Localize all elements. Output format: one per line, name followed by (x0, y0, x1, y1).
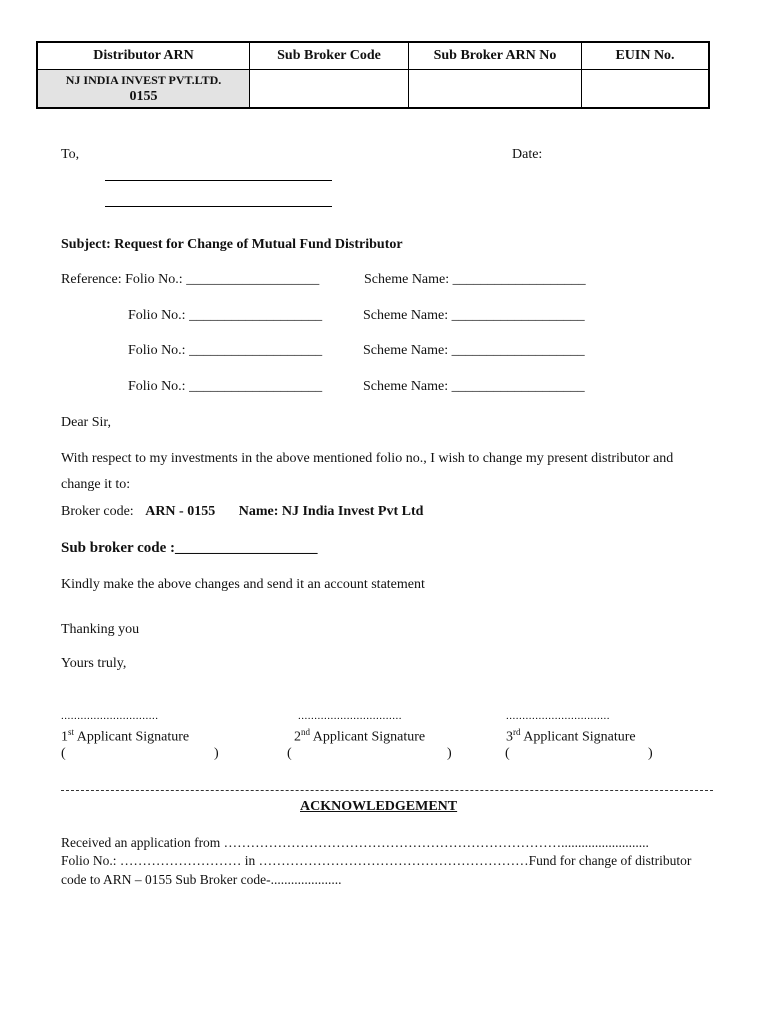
distributor-name: NJ INDIA INVEST PVT.LTD. (65, 72, 222, 87)
ordinal-suffix: nd (301, 727, 310, 737)
name-open-paren-1: ( (61, 746, 66, 761)
name-close-paren-1: ) (214, 746, 219, 761)
ack-line-3: code to ARN – 0155 Sub Broker code-..................... (61, 872, 342, 887)
distributor-code: 0155 (129, 88, 158, 104)
header-distributor-arn: Distributor ARN (37, 42, 250, 70)
subject-line: Subject: Request for Change of Mutual Fund Distributor (61, 237, 403, 252)
ordinal-number: 1 (61, 729, 68, 745)
ordinal-suffix: rd (513, 727, 521, 737)
greeting: Dear Sir, (61, 415, 111, 430)
sub-broker-code-cell[interactable] (250, 70, 409, 109)
applicant-signature-2 (294, 727, 425, 746)
applicant-signature-1 (61, 727, 189, 746)
broker-code-label: Broker code: (61, 504, 134, 519)
header-sub-broker-code: Sub Broker Code (250, 42, 409, 70)
folio-label: Folio No.: (128, 343, 186, 358)
reference-folio-row (61, 272, 319, 288)
sub-broker-code-line[interactable]: Sub broker code :___________________ (61, 540, 318, 556)
folio-blank[interactable]: ___________________ (189, 308, 323, 323)
signature-label: Applicant Signature (76, 729, 190, 745)
folio-label: Folio No.: (128, 379, 186, 394)
folio-row-3 (128, 343, 322, 359)
name-close-paren-2: ) (447, 746, 452, 761)
header-sub-broker-arn: Sub Broker ARN No (409, 42, 582, 70)
scheme-label: Scheme Name: (363, 379, 449, 394)
body-line-2: change it to: (61, 477, 131, 492)
scheme-label: Scheme Name: (363, 343, 449, 358)
cut-line-divider (61, 790, 713, 791)
folio-row-4 (128, 379, 322, 395)
ordinal-suffix: st (68, 727, 75, 737)
distributor-arn-cell (37, 70, 250, 109)
applicant-signature-3 (506, 727, 636, 746)
folio-row-2 (128, 308, 322, 324)
broker-name: Name: NJ India Invest Pvt Ltd (238, 504, 424, 519)
date-label: Date: (512, 147, 543, 162)
address-line-2[interactable] (105, 206, 332, 207)
folio-label: Folio No.: (128, 308, 186, 323)
scheme-blank[interactable]: ___________________ (451, 379, 585, 394)
body-line-1: With respect to my investments in the above mentioned folio no., I wish to change my present distributor and (61, 451, 674, 466)
scheme-row-2 (363, 308, 585, 324)
sub-broker-arn-cell[interactable] (409, 70, 582, 109)
name-open-paren-3: ( (505, 746, 510, 761)
name-open-paren-2: ( (287, 746, 292, 761)
scheme-row-1 (364, 272, 586, 288)
header-table (36, 41, 710, 109)
scheme-blank[interactable]: ___________________ (451, 308, 585, 323)
ordinal-number: 3 (506, 729, 513, 745)
kindly-line: Kindly make the above changes and send it an account statement (61, 577, 425, 592)
scheme-row-4 (363, 379, 585, 395)
header-euin: EUIN No. (582, 42, 710, 70)
ack-line-2: Folio No.: ……………………… in ……………………………………………………Fund for change of distributor (61, 853, 692, 868)
scheme-blank[interactable]: ___________________ (452, 272, 586, 287)
broker-code-row (61, 504, 423, 520)
signature-dots-2[interactable]: ................................ (298, 710, 402, 722)
scheme-row-3 (363, 343, 585, 359)
signature-label: Applicant Signature (312, 729, 426, 745)
reference-folio-label: Reference: Folio No.: (61, 272, 183, 287)
folio-blank[interactable]: ___________________ (189, 379, 323, 394)
scheme-label: Scheme Name: (364, 272, 450, 287)
euin-cell[interactable] (582, 70, 710, 109)
signature-label: Applicant Signature (523, 729, 636, 745)
name-close-paren-3: ) (648, 746, 653, 761)
scheme-blank[interactable]: ___________________ (451, 343, 585, 358)
address-line-1[interactable] (105, 180, 332, 181)
acknowledgement-title: ACKNOWLEDGEMENT (300, 799, 458, 814)
yours-truly: Yours truly, (61, 656, 127, 671)
thanking-line: Thanking you (61, 622, 140, 637)
to-label: To, (61, 147, 80, 162)
signature-dots-1[interactable]: .............................. (61, 710, 159, 722)
folio-blank[interactable]: ___________________ (189, 343, 323, 358)
broker-arn: ARN - 0155 (145, 504, 216, 519)
folio-blank[interactable]: ___________________ (186, 272, 320, 287)
ack-line-1: Received an application from ………………………………………………………………….......................... (61, 835, 649, 850)
signature-dots-3[interactable]: ................................ (506, 710, 610, 722)
ordinal-number: 2 (294, 729, 301, 745)
scheme-label: Scheme Name: (363, 308, 449, 323)
